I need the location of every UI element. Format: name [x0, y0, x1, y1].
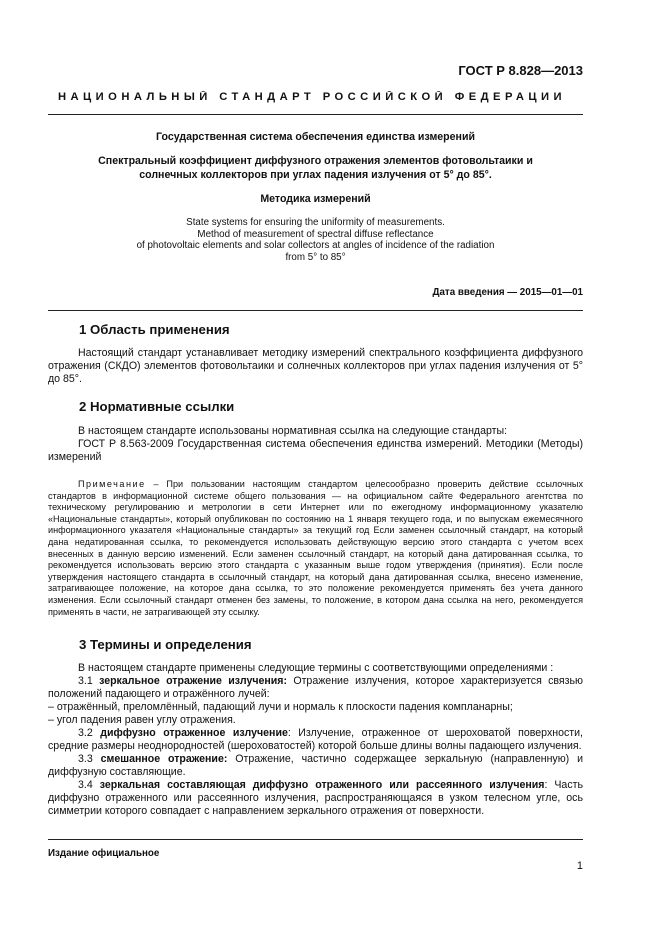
scope-section — [48, 347, 583, 386]
term-3-2-name: диффузно отраженное излучение — [100, 727, 288, 739]
term-3-4-number: 3.4 — [78, 779, 100, 791]
term-3-1-list-item: – угол падения равен углу отражения. — [48, 714, 236, 726]
system-title: Государственная система обеспечения единства измерений — [156, 131, 475, 143]
english-title-line-1: State systems for ensuring the uniformity of measurements. — [186, 217, 445, 228]
term-3-3-definition: Отражение, частично содержащее зеркальную (направленную) и диффузную составляющие. — [48, 753, 584, 778]
main-title-line-1: Спектральный коэффициент диффузного отражения элементов фотовольтаики и — [98, 155, 533, 167]
term-3-4-name: зеркальная составляющая диффузно отраженного или рассеянного излучения — [99, 779, 545, 791]
term-3-1-definition: Отражение излучения, которое характеризуется связью положений падающего и отражённого лучей: — [48, 675, 583, 700]
note-label: Примечание — [78, 479, 146, 489]
national-standard-title: НАЦИОНАЛЬНЫЙ СТАНДАРТ РОССИЙСКОЙ ФЕДЕРАЦИИ — [58, 91, 567, 103]
main-title-line-2: солнечных коллекторов при углах падения излучения от 5° до 85°. — [139, 169, 492, 181]
terms-section — [48, 662, 583, 818]
note-text: – При пользовании настоящим стандартом целесообразно проверить действие ссылочных стандартов в информационной системе общего пользования — на официальном сайте Федерального агентства по техническому регулированию и метрологии в сети Интернет или по ежегодному информационному указателю «Национальные стандарты», который опубликован по состоянию на 1 января текущего года, и по выпускам ежемесячного информационного указателя «Национальные стандарты» за текущий год Если заменен ссылочный стандарт, на который дана недатированная ссылка, то рекомендуется использовать действующую версию этого стандарта с учетом всех внесенных в данную версию изменений. Если заменен ссылочный стандарт, на который дана датированная ссылка, то рекомендуется использовать версию этого стандарта с указанным выше годом утверждения (принятия). Если после утверждения настоящего стандарта в ссылочный стандарт, на который дана датированная ссылка, внесено изменение, затрагивающее положение, на которое дана ссылка, то это положение рекомендуется применять без учета данного изменения. Если ссылочный стандарт отменен без замены, то положение, в котором дана ссылка на него, рекомендуется применять в части, не затрагивающей эту ссылку. — [48, 479, 583, 617]
official-edition: Издание официальное — [48, 848, 160, 859]
term-3-1-list-item: – отражённый, преломлённый, падающий лучи и нормаль к плоскости падения компланарны; — [48, 701, 513, 713]
terms-heading: 3 Термины и определения — [79, 637, 252, 652]
term-3-4-definition: : Часть диффузно отраженного или рассеянного излучения, распространяющаяся в узком телесном угле, ось симметрии которого совпадает с направлением зеркального отражения от поверхности. — [48, 779, 583, 817]
effective-date: Дата введения — 2015—01—01 — [432, 287, 583, 298]
term-3-1-number: 3.1 — [78, 675, 100, 687]
gost-code: ГОСТ Р 8.828—2013 — [458, 63, 583, 78]
reference-item: ГОСТ Р 8.563-2009 Государственная система обеспечения единства измерений. Методики (Методы) измерений — [48, 438, 583, 463]
scope-heading: 1 Область применения — [79, 322, 230, 337]
terms-intro: В настоящем стандарте применены следующие термины с соответствующими определениями : — [78, 662, 554, 674]
references-note — [48, 479, 583, 618]
english-title-line-2: Method of measurement of spectral diffuse reflectance — [197, 228, 434, 240]
english-title-line-3: of photovoltaic elements and solar collectors at angles of incidence of the radiation — [136, 240, 495, 252]
date-divider — [48, 310, 583, 311]
references-section — [48, 425, 583, 464]
footer-divider — [48, 839, 583, 840]
term-3-2-definition: : Излучение, отраженное от шероховатой поверхности, средние размеры неоднородностей (шероховатостей) которой больше длины волны падающего излучения. — [48, 727, 584, 752]
english-title — [48, 217, 583, 264]
english-title-line-4: from 5° to 85° — [285, 252, 346, 264]
term-3-3-number: 3.3 — [78, 753, 101, 765]
main-title — [48, 154, 583, 182]
term-3-2-number: 3.2 — [78, 727, 101, 739]
scope-paragraph: Настоящий стандарт устанавливает методику измерений спектрального коэффициента диффузного отражения (СКДО) элементов фотовольтаики и солнечных коллекторов при углах падения излучения от 5° до 85°. — [48, 347, 583, 385]
top-divider — [48, 114, 583, 115]
term-3-1 — [48, 675, 583, 701]
term-3-2 — [48, 727, 583, 753]
page-number: 1 — [576, 860, 583, 872]
term-3-3 — [48, 753, 583, 779]
method-title: Методика измерений — [260, 193, 371, 205]
term-3-1-name: зеркальное отражение излучения: — [99, 675, 288, 687]
term-3-3-name: смешанное отражение: — [100, 753, 228, 765]
references-intro: В настоящем стандарте использованы нормативная ссылка на следующие стандарты: — [78, 425, 508, 437]
references-heading: 2 Нормативные ссылки — [79, 399, 235, 414]
term-3-4 — [48, 779, 583, 818]
